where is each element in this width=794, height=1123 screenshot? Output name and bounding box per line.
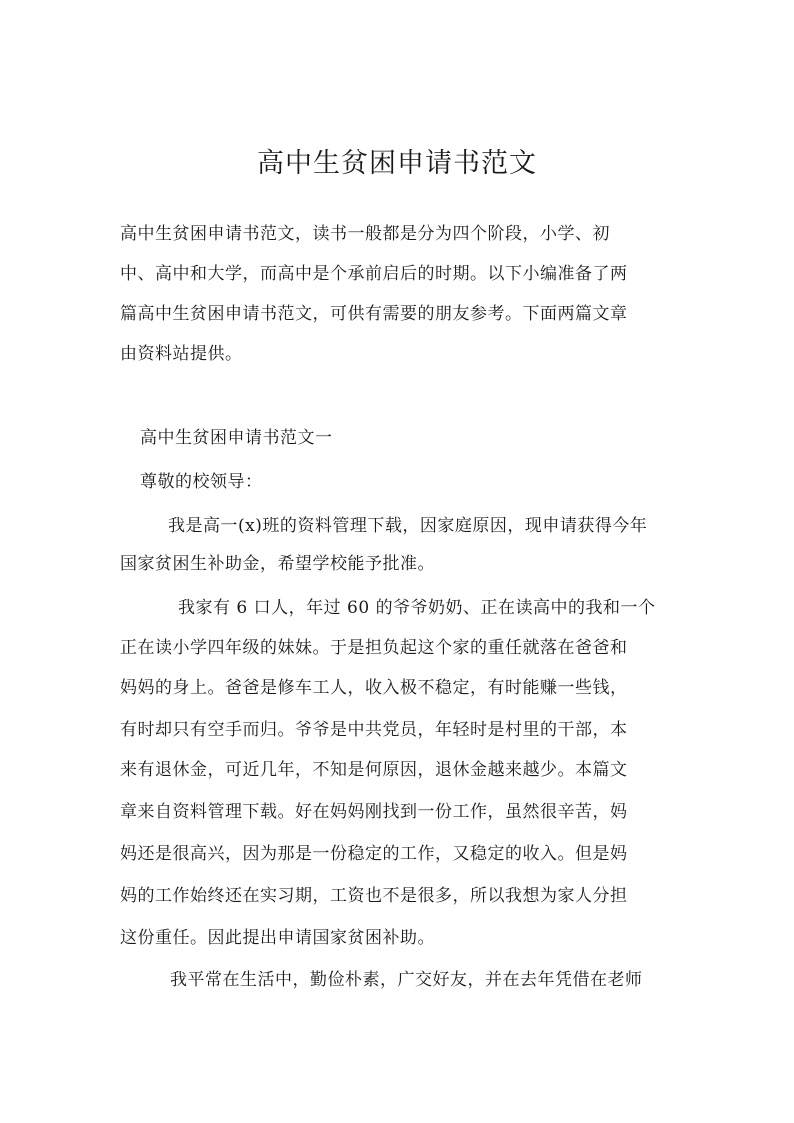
paragraph2-line-2: 正在读小学四年级的妹妹。于是担负起这个家的重任就落在爸爸和 — [120, 638, 628, 658]
paragraph3-line-1: 我平常在生活中，勤俭朴素，广交好友，并在去年凭借在老师 — [170, 970, 643, 990]
paragraph2-line-8: 妈的工作始终还在实习期，工资也不是很多，所以我想为家人分担 — [120, 886, 628, 906]
paragraph2-line-5: 来有退休金，可近几年，不知是何原因，退休金越来越少。本篇文 — [120, 760, 628, 780]
essay-heading: 高中生贫困申请书范文一 — [140, 428, 333, 448]
paragraph1-line-1: 我是高一(x)班的资料管理下载，因家庭原因，现申请获得今年 — [168, 516, 648, 536]
paragraph2-line-4: 有时却只有空手而归。爷爷是中共党员，年轻时是村里的干部，本 — [120, 720, 628, 740]
paragraph2-line-6: 章来自资料管理下载。好在妈妈刚找到一份工作，虽然很辛苦，妈 — [120, 802, 628, 822]
paragraph2-line-1: 我家有 6 口人，年过 60 的爷爷奶奶、正在读高中的我和一个 — [178, 598, 656, 618]
intro-line-4: 由资料站提供。 — [120, 344, 243, 364]
intro-line-2: 中、高中和大学，而高中是个承前启后的时期。以下小编准备了两 — [120, 264, 628, 284]
intro-line-3: 篇高中生贫困申请书范文，可供有需要的朋友参考。下面两篇文章 — [120, 304, 628, 324]
paragraph2-line-7: 妈还是很高兴，因为那是一份稳定的工作，又稳定的收入。但是妈 — [120, 844, 628, 864]
intro-line-1: 高中生贫困申请书范文，读书一般都是分为四个阶段，小学、初 — [120, 224, 610, 244]
document-title: 高中生贫困申请书范文 — [257, 148, 537, 179]
paragraph2-line-3: 妈妈的身上。爸爸是修车工人，收入极不稳定，有时能赚一些钱， — [120, 678, 628, 698]
salutation: 尊敬的校领导： — [140, 472, 263, 492]
paragraph2-line-9: 这份重任。因此提出申请国家贫困补助。 — [120, 928, 435, 948]
paragraph1-line-2: 国家贫困生补助金，希望学校能予批准。 — [120, 554, 435, 574]
